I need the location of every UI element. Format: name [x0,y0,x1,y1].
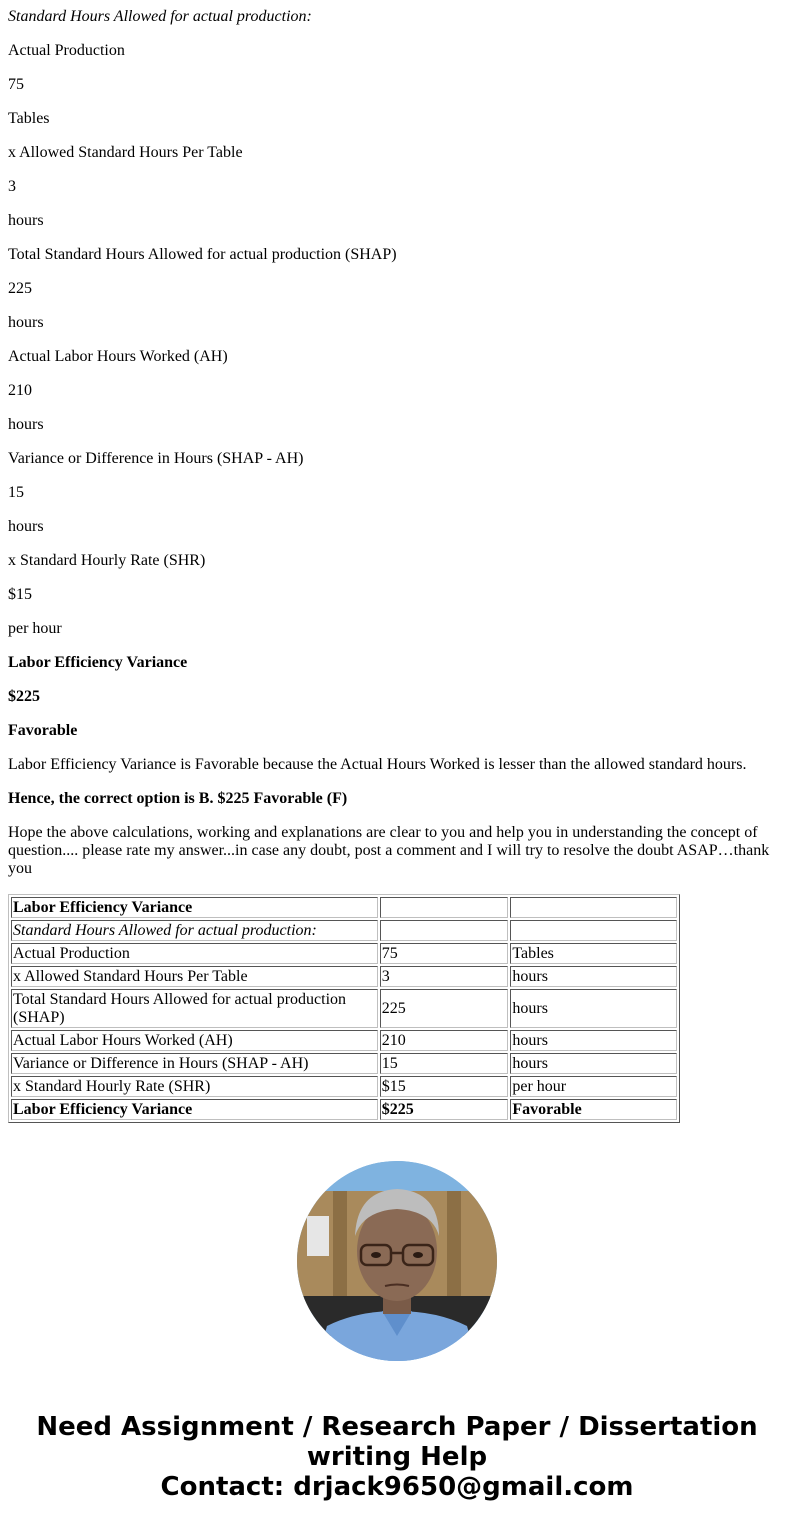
table-cell: 225 [380,989,509,1028]
explanation-text: Labor Efficiency Variance is Favorable because the Actual Hours Worked is lesser than the allowed standard hours. [8,756,747,773]
table-cell: hours [510,966,677,987]
table-cell: Total Standard Hours Allowed for actual production (SHAP) [11,989,378,1028]
variance-table [8,894,680,1123]
author-avatar [297,1161,497,1361]
section-heading: Standard Hours Allowed for actual production: [8,8,312,25]
table-row [11,897,677,918]
label-text: x Standard Hourly Rate (SHR) [8,552,206,569]
value-text: $15 [8,586,32,603]
table-cell [380,920,509,941]
closing-note: Hope the above calculations, working and explanations are clear to you and help you in understanding the concept of question.... please rate my answer...in case any doubt, post a comment and I will try to resolve the doubt ASAP…thank you [8,824,770,877]
unit-text: hours [8,416,44,433]
unit-text: hours [8,314,44,331]
label-text: Variance or Difference in Hours (SHAP - AH) [8,450,304,467]
promo-contact: Contact: drjack9650@gmail.com [160,1472,634,1502]
table-cell: hours [510,989,677,1028]
value-text: 225 [8,280,32,297]
label-text: Actual Labor Hours Worked (AH) [8,348,228,365]
conclusion-text: Hence, the correct option is B. $225 Favorable (F) [8,790,348,807]
table-row [11,920,677,941]
unit-text: hours [8,212,44,229]
table-cell: 3 [380,966,509,987]
promo-line-1: Need Assignment / Research Paper / Dissertation [36,1412,758,1442]
table-cell: Standard Hours Allowed for actual production: [11,920,378,941]
result-value: $225 [8,688,40,705]
table-cell: $225 [380,1099,509,1120]
label-text: x Allowed Standard Hours Per Table [8,144,243,161]
answer-body [8,8,786,878]
promo-line-2: writing Help [306,1442,488,1472]
table-cell: per hour [510,1076,677,1097]
table-row [11,989,677,1028]
result-status: Favorable [8,722,78,739]
table-cell: hours [510,1030,677,1051]
unit-text: per hour [8,620,62,637]
table-cell: Labor Efficiency Variance [11,897,378,918]
table-row [11,1076,677,1097]
author-photo-container [8,1161,786,1361]
table-row [11,1053,677,1074]
table-cell [510,920,677,941]
value-text: 75 [8,76,24,93]
person-photo-icon [297,1161,497,1361]
table-cell: 210 [380,1030,509,1051]
table-cell: Actual Labor Hours Worked (AH) [11,1030,378,1051]
table-cell: Actual Production [11,943,378,964]
table-cell: Favorable [510,1099,677,1120]
unit-text: Tables [8,110,50,127]
table-cell [380,897,509,918]
table-cell: x Standard Hourly Rate (SHR) [11,1076,378,1097]
value-text: 3 [8,178,16,195]
table-cell [510,897,677,918]
value-text: 15 [8,484,24,501]
table-cell: Variance or Difference in Hours (SHAP - AH) [11,1053,378,1074]
table-row [11,966,677,987]
table-cell: Tables [510,943,677,964]
label-text: Total Standard Hours Allowed for actual production (SHAP) [8,246,397,263]
table-cell: hours [510,1053,677,1074]
label-text: Actual Production [8,42,125,59]
table-cell: 75 [380,943,509,964]
table-row [11,943,677,964]
value-text: 210 [8,382,32,399]
table-cell: $15 [380,1076,509,1097]
table-cell: Labor Efficiency Variance [11,1099,378,1120]
table-row [11,1099,677,1120]
result-label: Labor Efficiency Variance [8,654,188,671]
unit-text: hours [8,518,44,535]
table-row [11,1030,677,1051]
table-cell: 15 [380,1053,509,1074]
promo-banner [8,1412,786,1530]
table-cell: x Allowed Standard Hours Per Table [11,966,378,987]
